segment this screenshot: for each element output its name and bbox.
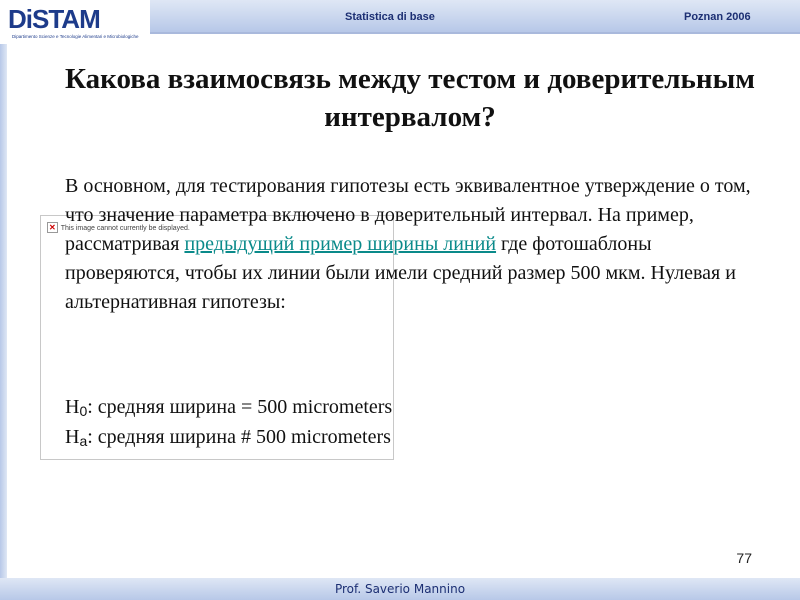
header-divider	[150, 32, 800, 34]
alternative-hypothesis	[65, 426, 391, 449]
null-hypothesis	[65, 396, 392, 419]
location-date: Poznan 2006	[684, 11, 751, 23]
broken-image-icon: ✕	[49, 223, 56, 232]
body-text-part1: В основном, для тестирования гипотезы есть эквивалентное утверждение о том, что значение параметра включено в доверительный интервал. На пример, рассматривая	[65, 175, 751, 255]
previous-example-link[interactable]: предыдущий пример ширины линий	[184, 233, 497, 255]
body-text-part2: где фотошаблоны проверяются, чтобы их линии были имели средний размер 500 мкм. Нулевая и альтернативная гипотезы:	[65, 233, 736, 313]
distam-logo	[8, 4, 148, 44]
alternative-hypothesis-symbol: H	[65, 426, 80, 448]
author-name: Prof. Saverio Mannino	[334, 582, 466, 596]
logo-text: DiSTAM	[8, 4, 100, 34]
broken-image-text: This image cannot currently be displayed.	[60, 225, 190, 232]
logo-subtitle: Dipartimento Scienze e Tecnologie Alimentari e Microbiologiche	[12, 34, 139, 39]
left-decorative-bar	[0, 44, 7, 600]
page-number: 77	[736, 550, 752, 566]
alternative-hypothesis-subscript: a	[79, 433, 88, 449]
null-hypothesis-text: : средняя ширина = 500 micrometers	[87, 396, 393, 418]
null-hypothesis-subscript: 0	[79, 403, 88, 419]
slide-body-text	[65, 172, 765, 317]
null-hypothesis-symbol: H	[65, 396, 80, 418]
course-title: Statistica di base	[345, 11, 435, 23]
alternative-hypothesis-text: : средняя ширина # 500 micrometers	[87, 426, 391, 448]
slide-title: Какова взаимосвязь между тестом и доверительным интервалом?	[65, 63, 755, 133]
